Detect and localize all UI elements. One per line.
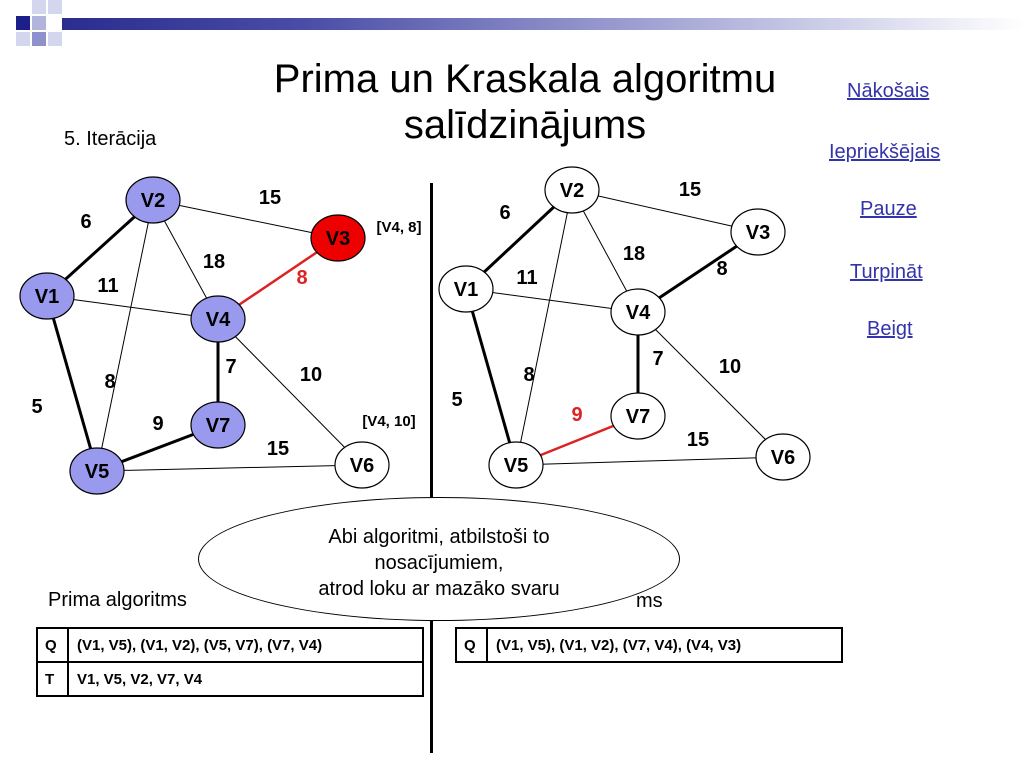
- node-label: V6: [349, 455, 375, 477]
- title-line-2: salīdzinājums: [403, 103, 647, 147]
- conclusion-line: atrod loku ar mazāko svaru: [318, 578, 560, 600]
- edge-weight-label: 8: [523, 364, 535, 386]
- node-label: V7: [205, 415, 231, 437]
- edge-weight-label: 15: [678, 179, 702, 201]
- table-value: (V1, V5), (V1, V2), (V5, V7), (V7, V4): [68, 628, 423, 662]
- edge-v2-v3: [153, 200, 338, 238]
- node-label: V3: [325, 228, 351, 250]
- node-label: V1: [453, 279, 479, 301]
- vertical-divider: [430, 183, 433, 753]
- edge-weight-label: 15: [686, 429, 710, 451]
- node-label: V3: [745, 222, 771, 244]
- edge-v5-v6: [516, 457, 783, 465]
- edge-weight-label: 9: [152, 413, 164, 435]
- kruskal-table: [455, 627, 843, 663]
- table-key: Q: [456, 628, 487, 662]
- node-label: V5: [503, 455, 529, 477]
- node-label: V2: [559, 180, 585, 202]
- edge-weight-label: 7: [225, 356, 237, 378]
- prim-algorithm-label: Prima algoritms: [48, 589, 187, 611]
- edge-weight-label: 8: [104, 371, 116, 393]
- edge-weight-label: 15: [258, 187, 282, 209]
- title-line-1: Prima un Kraskala algoritmu: [273, 57, 777, 101]
- edge-weight-label: 18: [622, 243, 646, 265]
- edge-weight-label: 11: [97, 275, 119, 297]
- prim-graph: [20, 177, 422, 494]
- edge-weight-label: 7: [652, 348, 664, 370]
- kruskal-algorithm-label: ms: [636, 590, 663, 612]
- node-label: V4: [205, 309, 231, 331]
- edge-weight-label: 5: [31, 396, 43, 418]
- next-link[interactable]: Nākošais: [847, 80, 930, 102]
- continue-link[interactable]: Turpināt: [850, 261, 923, 283]
- table-value: V1, V5, V2, V7, V4: [68, 662, 423, 696]
- conclusion-line: Abi algoritmi, atbilstoši to: [328, 526, 550, 548]
- edge-weight-label: 8: [716, 258, 728, 280]
- previous-link[interactable]: Iepriekšējais: [829, 141, 941, 163]
- edge-v5-v6: [97, 465, 362, 471]
- edge-annotation: [V4, 8]: [376, 219, 422, 236]
- node-label: V6: [770, 447, 796, 469]
- table-row: [37, 628, 423, 662]
- end-link[interactable]: Beigt: [867, 318, 913, 340]
- edge-v2-v5: [97, 200, 153, 471]
- conclusion-text: [208, 524, 670, 602]
- edge-weight-label: 10: [718, 356, 742, 378]
- node-label: V7: [625, 406, 651, 428]
- table-key: Q: [37, 628, 68, 662]
- pause-link[interactable]: Pauze: [860, 198, 917, 220]
- edge-v2-v3: [572, 190, 758, 232]
- table-row: [37, 662, 423, 696]
- table-value: (V1, V5), (V1, V2), (V7, V4), (V4, V3): [487, 628, 842, 662]
- conclusion-line: nosacījumiem,: [374, 552, 504, 574]
- node-label: V1: [34, 286, 60, 308]
- table-row: [456, 628, 842, 662]
- node-label: V4: [625, 302, 651, 324]
- kruskal-graph: [439, 167, 810, 488]
- edge-weight-label: 6: [80, 211, 92, 233]
- edge-weight-label: 15: [266, 438, 290, 460]
- edge-v4-v6: [218, 319, 362, 465]
- node-label: V5: [84, 461, 110, 483]
- edge-weight-label: 5: [451, 389, 463, 411]
- table-key: T: [37, 662, 68, 696]
- edge-annotation: [V4, 10]: [362, 413, 416, 430]
- edge-weight-label: 9: [571, 404, 583, 426]
- edge-weight-label: 8: [296, 267, 308, 289]
- edge-v4-v6: [638, 312, 783, 457]
- node-label: V2: [140, 190, 166, 212]
- prim-table: [36, 627, 424, 697]
- edge-weight-label: 18: [202, 251, 226, 273]
- iteration-label: 5. Iterācija: [64, 128, 157, 150]
- edge-v1-v5: [466, 289, 516, 465]
- edge-weight-label: 10: [299, 364, 323, 386]
- edge-v2-v5: [516, 190, 572, 465]
- edge-weight-label: 6: [499, 202, 511, 224]
- edge-v1-v5: [47, 296, 97, 471]
- edge-weight-label: 11: [516, 267, 538, 289]
